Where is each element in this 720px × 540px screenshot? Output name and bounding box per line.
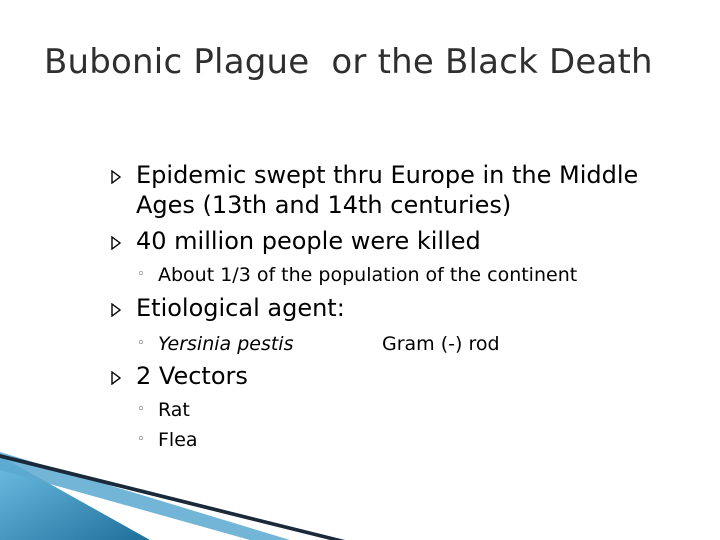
triangle-bullet-icon <box>110 303 122 317</box>
circle-bullet-icon: ◦ <box>137 336 145 351</box>
triangle-bullet-icon <box>110 170 122 184</box>
bullet-vectors: 2 Vectors <box>136 362 248 390</box>
bullet-etiological-agent: Etiological agent: <box>136 294 345 322</box>
sub-bullet-population: About 1/3 of the population of the continent <box>158 264 578 286</box>
sub-bullet-gram-stain: Gram (-) rod <box>382 333 500 355</box>
slide-title: Bubonic Plague or the Black Death <box>44 42 653 82</box>
bullet-deaths: 40 million people were killed <box>136 227 481 255</box>
circle-bullet-icon: ◦ <box>137 432 145 447</box>
circle-bullet-icon: ◦ <box>137 402 145 417</box>
triangle-bullet-icon <box>110 371 122 385</box>
triangle-bullet-icon <box>110 236 122 250</box>
circle-bullet-icon: ◦ <box>137 267 145 282</box>
bullet-epidemic: Epidemic swept thru Europe in the Middle Ages (13th and 14th centuries) <box>136 161 639 219</box>
sub-bullet-organism: Yersinia pestis <box>158 333 294 355</box>
sub-bullet-flea: Flea <box>158 429 198 451</box>
sub-bullet-rat: Rat <box>158 399 190 421</box>
